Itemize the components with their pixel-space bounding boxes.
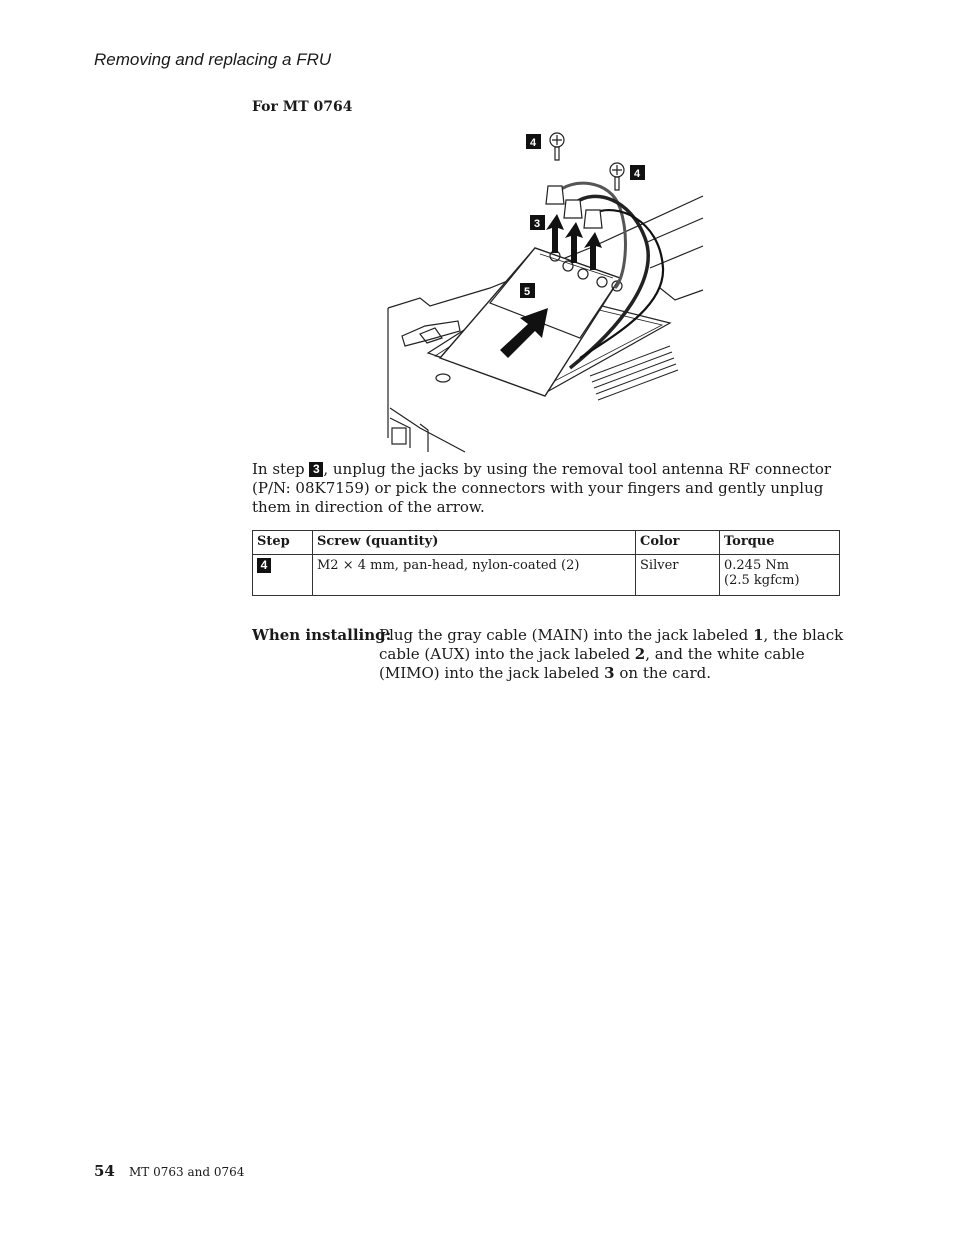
when-installing-label: When installing: (252, 626, 392, 644)
install-text-part: on the card. (614, 664, 712, 682)
callout-label: 3 (534, 218, 541, 230)
callout-label: 4 (530, 137, 537, 149)
callout-connectors (530, 215, 545, 230)
when-installing-text (379, 626, 849, 683)
page-number: 54 (94, 1162, 115, 1180)
col-header-color: Color (636, 531, 720, 555)
footer-doc-title: MT 0763 and 0764 (129, 1165, 245, 1179)
col-header-screw: Screw (quantity) (313, 531, 636, 555)
instruction-prefix: In step (252, 460, 305, 478)
step-badge: 3 (309, 462, 323, 477)
cell-color: Silver (636, 555, 720, 596)
section-title: For MT 0764 (252, 99, 353, 115)
screw-icon-left (550, 133, 564, 160)
callout-label: 5 (524, 286, 531, 298)
cell-step (253, 555, 313, 596)
col-header-torque: Torque (720, 531, 840, 555)
instruction-text: , unplug the jacks by using the removal tool antenna RF connector (P/N: 08K7159) or pick the connectors with your fingers and gently unplug them in direction of the arrow. (252, 460, 832, 516)
torque-kgfcm: (2.5 kgfcm) (724, 573, 800, 588)
illustration-svg (380, 128, 710, 456)
jack-number: 1 (753, 626, 764, 644)
callout-card (520, 283, 535, 298)
torque-nm: 0.245 Nm (724, 558, 790, 573)
step-badge: 4 (257, 558, 271, 573)
col-header-step: Step (253, 531, 313, 555)
instruction-paragraph (252, 460, 842, 517)
wireless-card-removal-figure (380, 128, 710, 456)
cell-screw: M2 × 4 mm, pan-head, nylon-coated (2) (313, 555, 636, 596)
table-row (253, 555, 840, 596)
cell-torque (720, 555, 840, 596)
jack-number: 3 (604, 664, 615, 682)
jack-number: 2 (634, 645, 646, 663)
running-header: Removing and replacing a FRU (94, 50, 332, 69)
callout-label: 4 (634, 168, 641, 180)
table-header-row (253, 531, 840, 555)
callout-screw-left (526, 134, 541, 149)
install-text-part: , and the white cable (MIMO) into the jack labeled (379, 645, 805, 682)
screw-icon-right (610, 163, 624, 190)
install-text-part: , the black cable (AUX) into the jack labeled (379, 626, 844, 663)
screw-spec-table (252, 530, 840, 596)
install-text-part: Plug the gray cable (MAIN) into the jack labeled (379, 626, 754, 644)
callout-screw-right (630, 165, 645, 180)
